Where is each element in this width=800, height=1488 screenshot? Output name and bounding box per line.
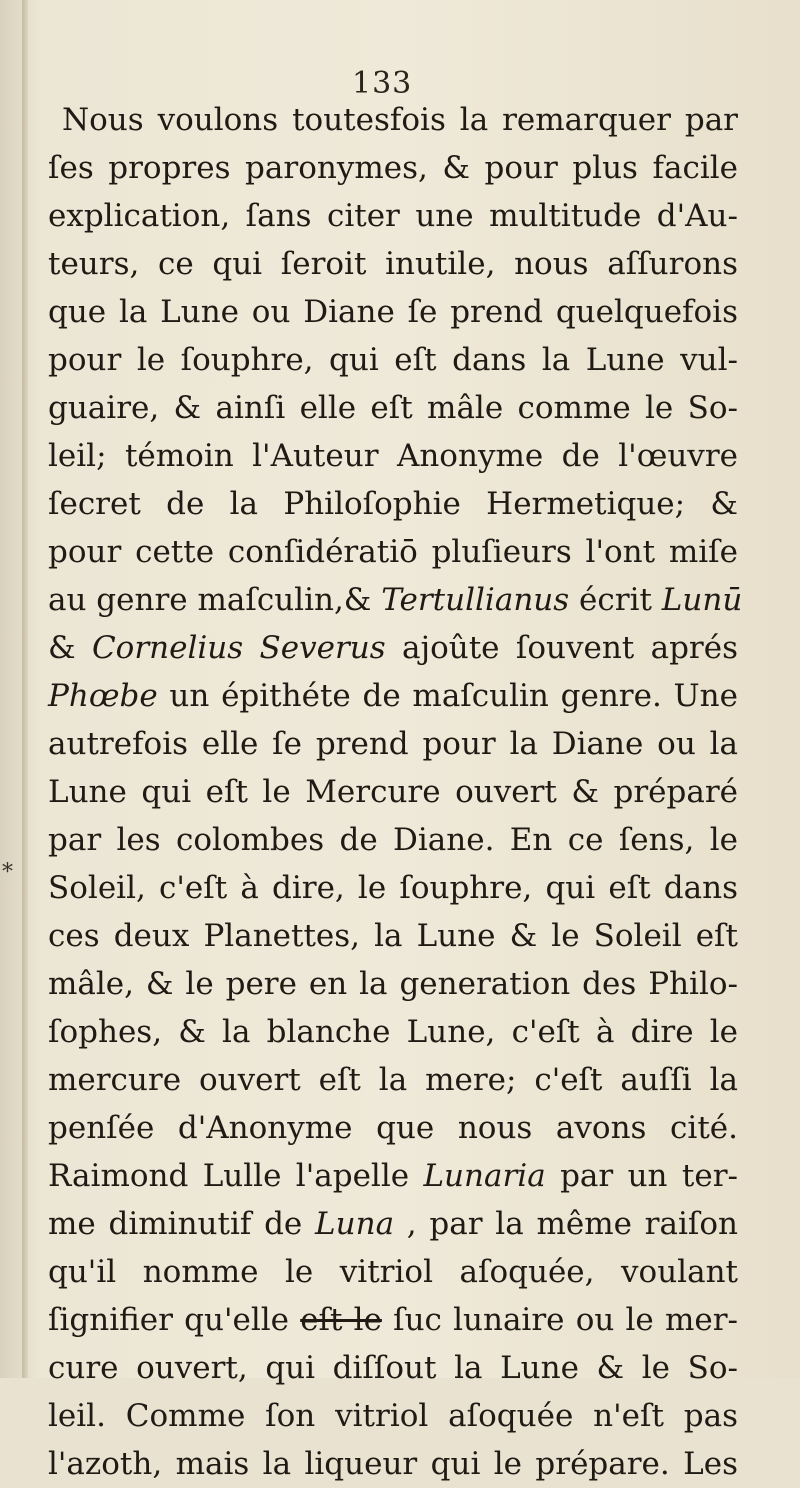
text-line: penſée d'Anonyme que nous avons cité. [48,1110,738,1146]
page-number: 133 [352,66,413,101]
text-line: Nous voulons toutesfois la remarquer par [62,102,738,138]
text-line [48,1200,738,1248]
text-line: que la Lune ou Diane ſe prend quelquefois [48,294,738,330]
italic-term: Lunaria [423,1158,546,1194]
text-line: explication, ſans citer une multitude d'Au- [48,198,738,234]
body-text [48,96,743,1488]
text-line: par les colombes de Diane. En ce ſens, le [48,822,738,858]
text-line: guaire, & ainſi elle eſt mâle comme le So- [48,390,738,426]
text-line: Soleil, c'eſt à dire, le ſouphre, qui eſt dans [48,870,738,906]
text-line [48,576,743,624]
text-line: autrefois elle ſe prend pour la Diane ou la [48,726,738,762]
text-run: ſignifier qu'elle [48,1302,301,1338]
text-run: & [48,630,92,666]
text-run: , par la même raiſon [394,1206,739,1242]
text-run: par un ter- [545,1158,739,1194]
text-run: écrit [569,582,662,618]
italic-term: Lunū [661,582,743,618]
italic-term: Luna [315,1206,395,1242]
text-line [48,1152,738,1200]
text-line: l'azoth, mais la liqueur qui le prépare. Les [48,1446,738,1482]
text-line: mâle, & le pere en la generation des Philo- [48,966,738,1002]
text-line: qu'il nomme le vitriol aſoquée, voulant [48,1254,738,1290]
text-line: ces deux Planettes, la Lune & le Soleil eſt [48,918,738,954]
text-run: me diminutif de [48,1206,316,1242]
struck-text: eſt le [300,1302,382,1338]
text-line: ſecret de la Philoſophie Hermetique; & [48,486,738,522]
text-line: leil; témoin l'Auteur Anonyme de l'œuvre [48,438,738,474]
italic-term: Tertullianus [381,582,570,618]
text-line: Lune qui eſt le Mercure ouvert & préparé [48,774,738,810]
text-line: mercure ouvert eſt la mere; c'eſt auſſi la [48,1062,738,1098]
text-line: pour le ſouphre, qui eſt dans la Lune vul- [48,342,738,378]
text-line [48,624,738,672]
text-line: cure ouvert, qui diſſout la Lune & le So- [48,1350,738,1386]
text-run: Raimond Lulle l'apelle [48,1158,424,1194]
text-run: ſuc lunaire ou le mer- [381,1302,738,1338]
text-line [48,1296,738,1344]
text-line [48,672,738,720]
italic-term: Cornelius Severus [91,630,386,666]
text-run: un épithéte de maſculin genre. Une [157,678,738,714]
text-run: au genre maſculin,& [48,582,382,618]
text-line: ſes propres paronymes, & pour plus facile [48,150,738,186]
text-line: ſophes, & la blanche Lune, c'eſt à dire le [48,1014,738,1050]
margin-mark: * [2,860,13,885]
text-line: pour cette conſidératiō pluſieurs l'ont miſe [48,534,738,570]
text-line: leil. Comme ſon vitriol aſoquée n'eſt pas [48,1398,738,1434]
page-gutter [22,0,28,1378]
text-run: ajoûte ſouvent aprés [385,630,738,666]
italic-term: Phœbe [48,678,158,714]
text-line: teurs, ce qui ſeroit inutile, nous aſſurons [48,246,738,282]
